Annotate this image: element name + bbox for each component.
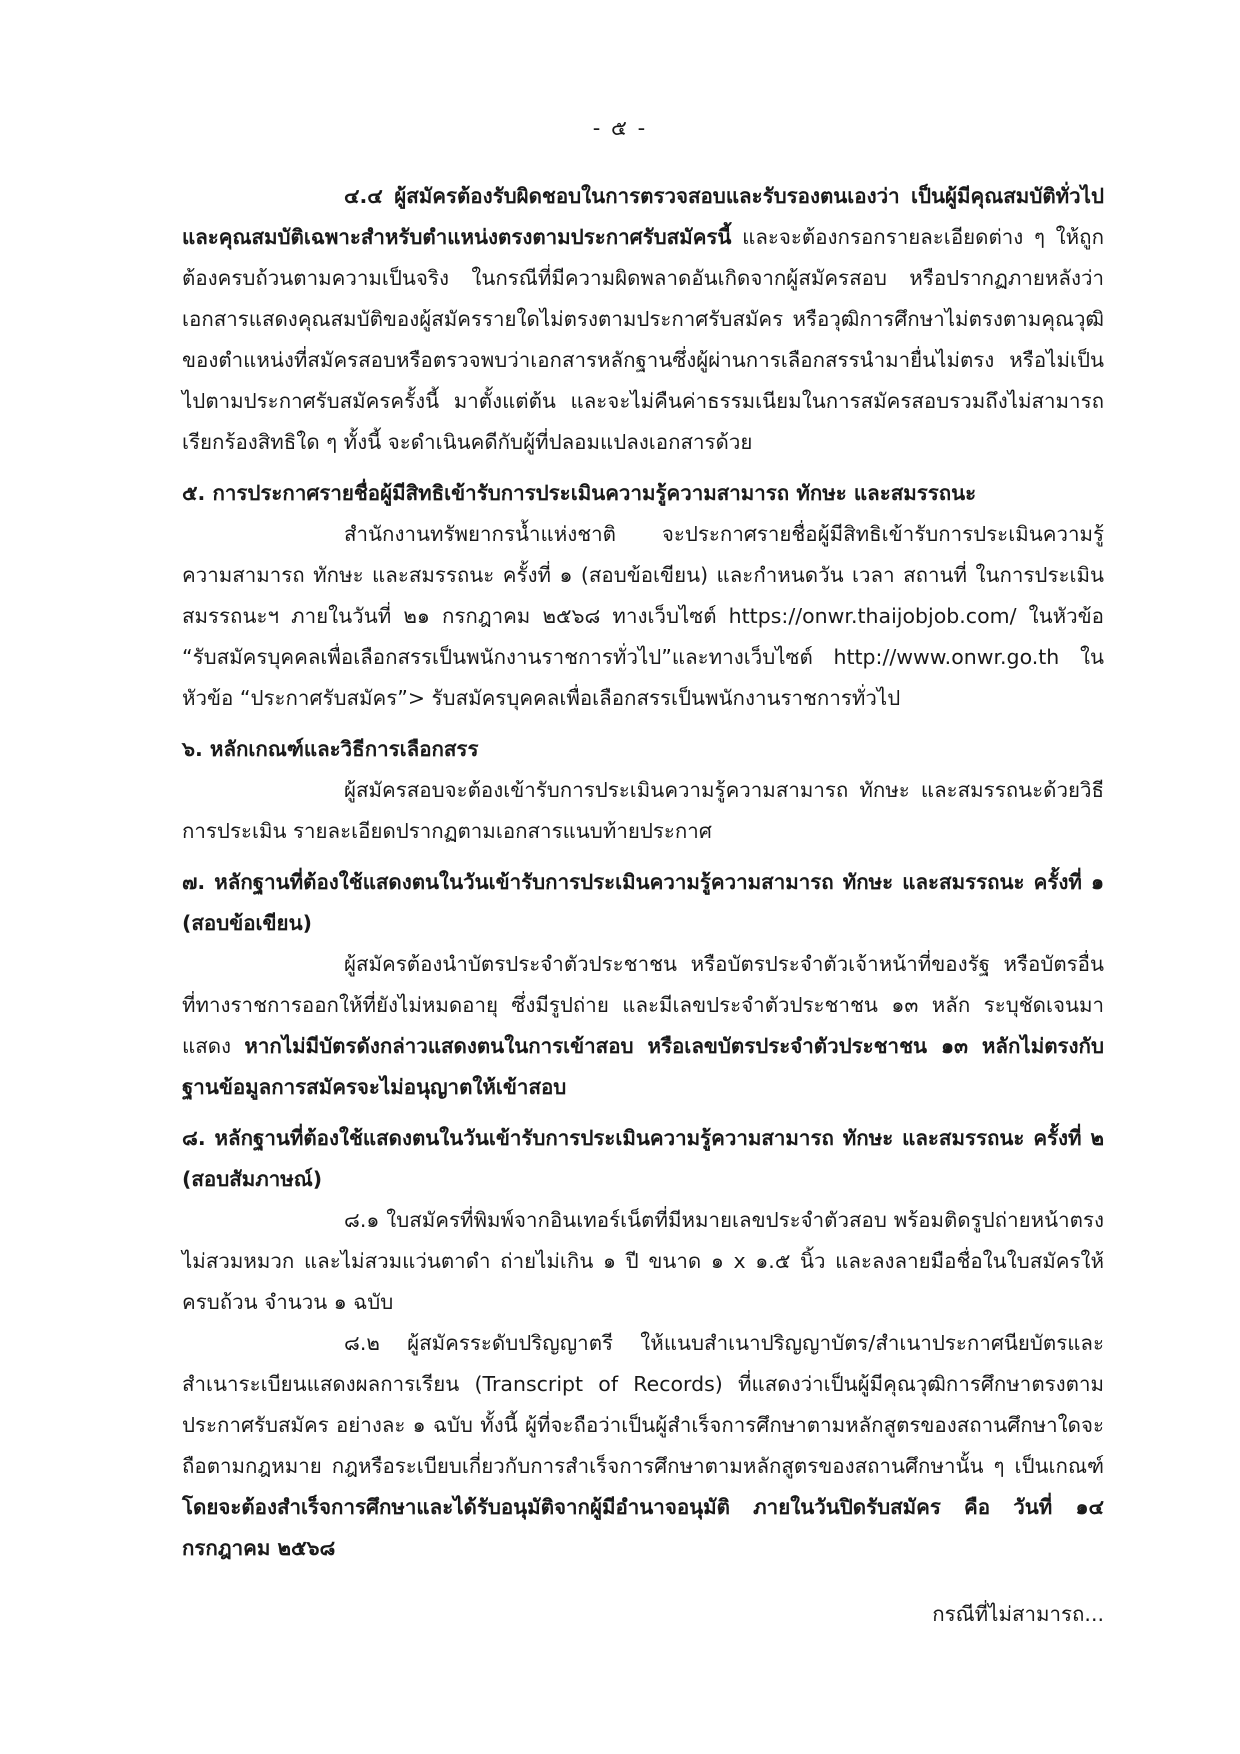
- section-4-4: [182, 176, 1104, 463]
- continuation-note: กรณีที่ไม่สามารถ...: [932, 1602, 1104, 1626]
- section-8-2-text: ๘.๒ ผู้สมัครระดับปริญญาตรี ให้แนบสำเนาปริญญาบัตร/สำเนาประกาศนียบัตรและสำเนาระเบียนแสดงผลการเรียน (Transcript of Records) ที่แสดงว่าเป็นผู้มีคุณวุฒิการศึกษาตรงตามประกาศรับสมัคร อย่างละ ๑ ฉบับ ทั้งนี้ ผู้ที่จะถือว่าเป็นผู้สำเร็จการศึกษาตามหลักสูตรของสถานศึกษาใดจะถือตามกฎหมาย กฎหรือระเบียบเกี่ยวกับการสำเร็จการศึกษาตามหลักสูตรของสถานศึกษานั้น ๆ เป็นเกณฑ์: [182, 1331, 1104, 1478]
- section-4-4-lead: ๔.๔ ผู้สมัครต้องรับผิดชอบในการตรวจสอบและรับรองตนเองว่า เป็นผู้มีคุณสมบัติทั่วไปและคุณสมบัติเฉพาะสำหรับตำแหน่งตรงตามประกาศรับสมัครนี้: [182, 184, 1104, 249]
- section-5-heading: ๕. การประกาศรายชื่อผู้มีสิทธิเข้ารับการประเมินความรู้ความสามารถ ทักษะ และสมรรถนะ: [182, 481, 977, 505]
- section-7-heading: ๗. หลักฐานที่ต้องใช้แสดงตนในวันเข้ารับการประเมินความรู้ความสามารถ ทักษะ และสมรรถนะ ครั้งที่ ๑ (สอบข้อเขียน): [182, 870, 1104, 935]
- section-6-heading: ๖. หลักเกณฑ์และวิธีการเลือกสรร: [182, 737, 479, 761]
- section-7-body-text: ผู้สมัครต้องนำบัตรประจำตัวประชาชน หรือบัตรประจำตัวเจ้าหน้าที่ของรัฐ หรือบัตรอื่นที่ทางราชการออกให้ที่ยังไม่หมดอายุ ซึ่งมีรูปถ่าย และมีเลขประจำตัวประชาชน ๑๓ หลัก ระบุชัดเจนมาแสดง: [182, 952, 1104, 1058]
- page-number: - ๕ -: [592, 116, 648, 140]
- document-body: [182, 176, 1104, 1569]
- section-4-4-body: และจะต้องกรอกรายละเอียดต่าง ๆ ให้ถูกต้องครบถ้วนตามความเป็นจริง ในกรณีที่มีความผิดพลาดอันเกิดจากผู้สมัครสอบ หรือปรากฏภายหลังว่าเอกสารแสดงคุณสมบัติของผู้สมัครรายใดไม่ตรงตามประกาศรับสมัคร หรือวุฒิการศึกษาไม่ตรงตามคุณวุฒิของตำแหน่งที่สมัครสอบหรือตรวจพบว่าเอกสารหลักฐานซึ่งผู้ผ่านการเลือกสรรนำมายื่นไม่ตรง หรือไม่เป็นไปตามประกาศรับสมัครครั้งนี้ มาตั้งแต่ต้น และจะไม่คืนค่าธรรมเนียมในการสมัครสอบรวมถึงไม่สามารถเรียกร้องสิทธิใด ๆ ทั้งนี้ จะดำเนินคดีกับผู้ที่ปลอมแปลงเอกสารด้วย: [182, 225, 1104, 454]
- section-8-1: ๘.๑ ใบสมัครที่พิมพ์จากอินเทอร์เน็ตที่มีหมายเลขประจำตัวสอบ พร้อมติดรูปถ่ายหน้าตรง ไม่สวมหมวก และไม่สวมแว่นตาดำ ถ่ายไม่เกิน ๑ ปี ขนาด ๑ x ๑.๕ นิ้ว และลงลายมือชื่อในใบสมัครให้ครบถ้วน จำนวน ๑ ฉบับ: [182, 1208, 1104, 1314]
- section-8-2: [182, 1323, 1104, 1569]
- section-8-heading: ๘. หลักฐานที่ต้องใช้แสดงตนในวันเข้ารับการประเมินความรู้ความสามารถ ทักษะ และสมรรถนะ ครั้งที่ ๒ (สอบสัมภาษณ์): [182, 1126, 1104, 1191]
- section-7-body-bold: หากไม่มีบัตรดังกล่าวแสดงตนในการเข้าสอบ หรือเลขบัตรประจำตัวประชาชน ๑๓ หลักไม่ตรงกับฐานข้อมูลการสมัครจะไม่อนุญาตให้เข้าสอบ: [182, 1034, 1104, 1099]
- section-8-2-bold: โดยจะต้องสำเร็จการศึกษาและได้รับอนุมัติจากผู้มีอำนาจอนุมัติ ภายในวันปิดรับสมัคร คือ วันที่ ๑๔ กรกฎาคม ๒๕๖๘: [182, 1495, 1104, 1560]
- section-6-body: ผู้สมัครสอบจะต้องเข้ารับการประเมินความรู้ความสามารถ ทักษะ และสมรรถนะด้วยวิธีการประเมิน รายละเอียดปรากฏตามเอกสารแนบท้ายประกาศ: [182, 778, 1104, 843]
- section-7-body: [182, 944, 1104, 1108]
- section-5-body: สำนักงานทรัพยากรน้ำแห่งชาติ จะประกาศรายชื่อผู้มีสิทธิเข้ารับการประเมินความรู้ความสามารถ ทักษะ และสมรรถนะ ครั้งที่ ๑ (สอบข้อเขียน) และกำหนดวัน เวลา สถานที่ ในการประเมินสมรรถนะฯ ภายในวันที่ ๒๑ กรกฎาคม ๒๕๖๘ ทางเว็บไซต์ https://onwr.thaijobjob.com/ ในหัวข้อ “รับสมัครบุคคลเพื่อเลือกสรรเป็นพนักงานราชการทั่วไป”และทางเว็บไซต์ http://www.onwr.go.th ในหัวข้อ “ประกาศรับสมัคร”> รับสมัครบุคคลเพื่อเลือกสรรเป็นพนักงานราชการทั่วไป: [182, 522, 1104, 710]
